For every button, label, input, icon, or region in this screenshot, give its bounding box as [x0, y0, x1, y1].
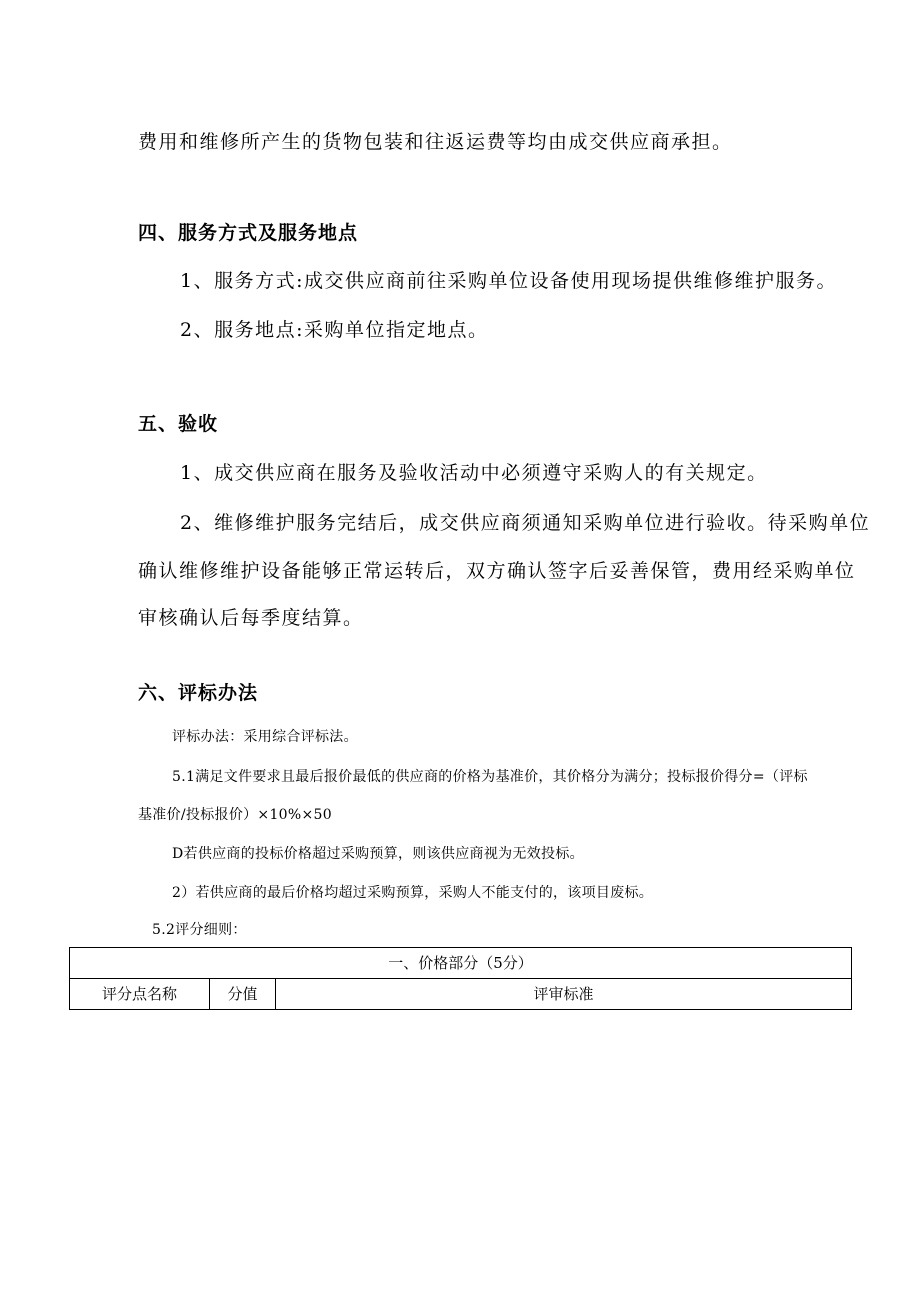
- table-section-row: [70, 948, 852, 979]
- budget-note-2: 2）若供应商的最后价格均超过采购预算，采购人不能支付的，该项目废标。: [172, 885, 654, 901]
- section-5-item-2-line-3: 审核确认后每季度结算。: [138, 607, 364, 629]
- price-rule-line-2: 基准价/投标报价）×10%×50: [138, 807, 332, 823]
- column-header-criterion-name: 评分点名称: [70, 979, 210, 1010]
- section-4-heading: 四、服务方式及服务地点: [138, 222, 359, 244]
- section-5-item-2-line-2: 确认维修维护设备能够正常运转后，双方确认签字后妥善保管，费用经采购单位: [138, 560, 856, 582]
- paragraph-continuation: 费用和维修所产生的货物包装和往返运费等均由成交供应商承担。: [138, 131, 733, 153]
- column-header-score: 分值: [210, 979, 276, 1010]
- price-section-title: 一、价格部分（5分）: [70, 948, 852, 979]
- price-rule-line-1: 5.1满足文件要求且最后报价最低的供应商的价格为基准价，其价格分为满分；投标报价得分=（评标: [172, 769, 808, 785]
- scoring-table: [69, 947, 852, 1010]
- table-column-header-row: [70, 979, 852, 1010]
- scoring-detail-label: 5.2评分细则：: [152, 922, 247, 938]
- section-5-item-1: 1、成交供应商在服务及验收活动中必须遵守采购人的有关规定。: [180, 462, 768, 484]
- budget-note-1: D若供应商的投标价格超过采购预算，则该供应商视为无效投标。: [172, 846, 584, 862]
- section-4-item-1: 1、服务方式:成交供应商前往采购单位设备使用现场提供维修维护服务。: [180, 270, 837, 292]
- section-6-heading: 六、评标办法: [138, 682, 259, 704]
- section-4-item-2: 2、服务地点:采购单位指定地点。: [180, 319, 489, 341]
- column-header-standard: 评审标准: [276, 979, 852, 1010]
- section-5-heading: 五、验收: [138, 413, 219, 435]
- section-5-item-2-line-1: 2、维修维护服务完结后，成交供应商须通知采购单位进行验收。待采购单位: [180, 512, 871, 534]
- evaluation-method: 评标办法：采用综合评标法。: [172, 729, 358, 745]
